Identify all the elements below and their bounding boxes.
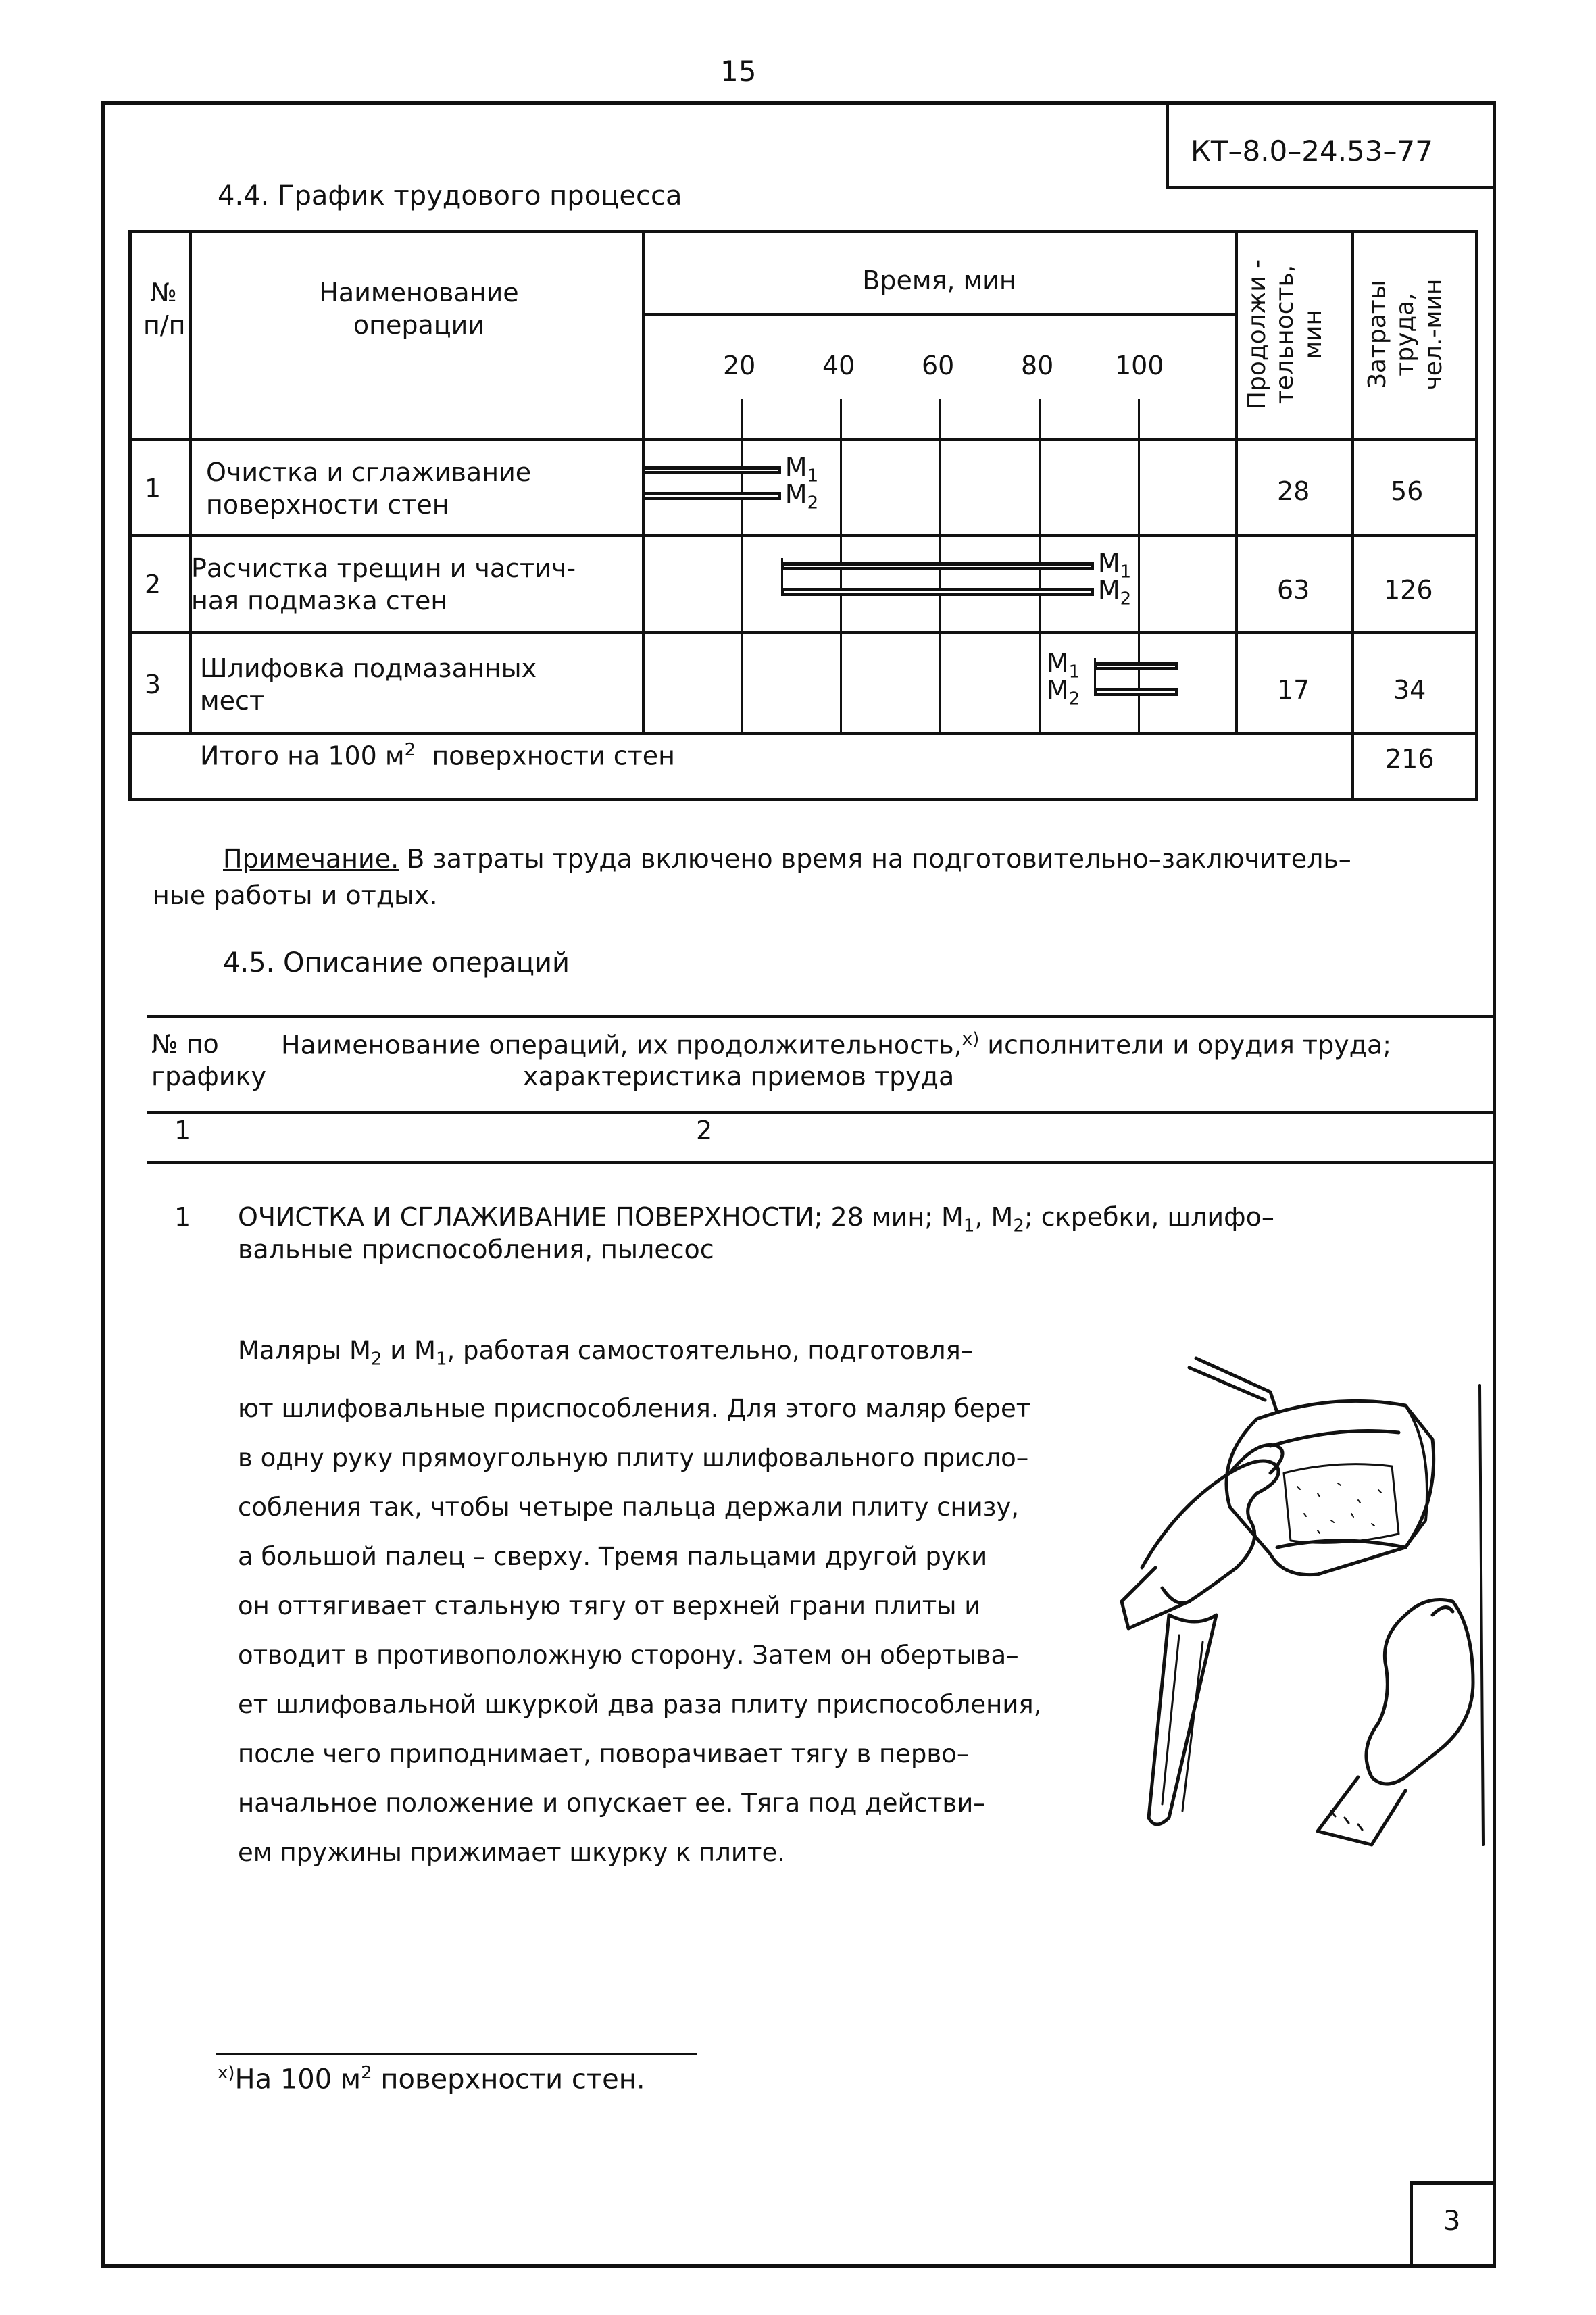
sanding-block-illustration <box>1115 1345 1493 1858</box>
time-header-rule <box>642 313 1237 316</box>
gantt-worker-label-row-1-1: $M_1$ <box>784 452 819 487</box>
table-rule <box>642 230 645 733</box>
row-2-num: 2 <box>145 570 161 599</box>
corner-number: 3 <box>1443 2206 1461 2237</box>
row-1-name: Очистка и сглаживание поверхности стен <box>206 457 532 520</box>
desc-col1-number: 1 <box>174 1116 191 1145</box>
row-1-labor: 56 <box>1391 476 1424 506</box>
desc-rule-mid <box>147 1111 1496 1114</box>
row-1-duration: 28 <box>1277 476 1310 506</box>
table-rule <box>189 230 192 733</box>
row-3-name: Шлифовка подмазанных мест <box>200 653 537 716</box>
col-duration-header: Продолжи - тельность, мин <box>1243 259 1327 410</box>
gantt-worker-label-row-3-2: $M_2$ <box>1046 675 1080 710</box>
gantt-bar-row-2-worker-1 <box>781 562 1094 570</box>
desc-head-col2-line1: Наименование операций, их продолжительность,$^{х)}$ исполнители и орудия труда; <box>281 1029 1392 1060</box>
row-3-num: 3 <box>145 670 161 699</box>
desc-rule-bottom <box>147 1161 1496 1164</box>
tick-100: 100 <box>1115 351 1164 380</box>
tick-40: 40 <box>822 351 855 380</box>
footnote: $^{х)}$На 100 $м^2$ поверхности стен. <box>218 2063 645 2095</box>
gantt-worker-label-row-3-1: $M_1$ <box>1046 648 1080 682</box>
col-labor-header: Затраты труда, чел.-мин <box>1364 278 1447 391</box>
table-rule <box>128 631 1478 634</box>
grid-100 <box>1138 399 1140 733</box>
tick-60: 60 <box>922 351 955 380</box>
section-44-title: 4.4. График трудового процесса <box>218 180 682 211</box>
op1-line2: вальные приспособления, пылесос <box>238 1235 714 1264</box>
note-label: Примечание. <box>223 844 399 874</box>
tick-80: 80 <box>1021 351 1054 380</box>
row-3-labor: 34 <box>1393 675 1426 705</box>
table-rule <box>128 438 1478 441</box>
gantt-bar-row-3-worker-1 <box>1094 662 1178 670</box>
row-2-labor: 126 <box>1384 575 1433 605</box>
gantt-bar-row-3-worker-2 <box>1094 688 1178 696</box>
op1-line1: ОЧИСТКА И СГЛАЖИВАНИЕ ПОВЕРХНОСТИ; 28 мин; $М_1$, $М_2$; скребки, шлифо– <box>238 1202 1274 1237</box>
gantt-connector-row-3 <box>1094 658 1096 693</box>
gantt-bar-row-1-worker-1 <box>642 466 781 474</box>
col-time-header: Время, мин <box>862 266 1016 295</box>
desc-rule-top <box>147 1015 1496 1018</box>
table-rule <box>128 732 1478 735</box>
desc-head-col1: № по графику <box>151 1029 266 1091</box>
row-2-duration: 63 <box>1277 575 1310 605</box>
row-2-name: Расчистка трещин и частич- ная подмазка стен <box>191 553 576 616</box>
doc-code: КТ–8.0–24.53–77 <box>1191 134 1433 168</box>
description-paragraph: Маляры $М_2$ и $М_1$, работая самостоятельно, подготовля– ют шлифовальные приспособления. Для этого маляр берет в одну руку прямоугольную плиту шлифовального присло– собления так, чтобы четыре пальца держали плиту снизу, а большой палец – сверху. Тремя пальцами другой руки он оттягивает стальную тягу от верхней грани плиты и отводит в противоположную сторону. Затем он обертыва– ет шлифовальной шкуркой два раза плиту приспособления, после чего приподнимает, поворачивает тягу в перво– начальное положение и опускает ее. Тяга под действи– ем пружины прижимает шкурку к плите. <box>238 1326 1041 1877</box>
page-number: 15 <box>720 55 757 88</box>
footnote-rule <box>216 2053 697 2055</box>
gantt-worker-label-row-2-2: $M_2$ <box>1097 575 1132 609</box>
gantt-bar-row-1-worker-2 <box>642 492 781 500</box>
section-45-title: 4.5. Описание операций <box>223 947 570 978</box>
total-value: 216 <box>1385 744 1435 774</box>
table-rule <box>1351 230 1354 801</box>
op1-number: 1 <box>174 1202 191 1232</box>
gantt-connector-row-2 <box>781 558 783 593</box>
gantt-worker-label-row-2-1: $M_1$ <box>1097 548 1132 582</box>
col-num-header: № п/п <box>143 278 186 340</box>
table-rule <box>128 534 1478 537</box>
table-rule <box>1235 230 1238 733</box>
desc-col2-number: 2 <box>696 1116 713 1145</box>
gantt-worker-label-row-1-2: $M_2$ <box>784 479 819 514</box>
row-3-duration: 17 <box>1277 675 1310 705</box>
total-label: Итого на 100 $м^2$ поверхности стен <box>200 740 675 771</box>
tick-20: 20 <box>723 351 756 380</box>
grid-20 <box>741 399 743 733</box>
note-line-2: ные работы и отдых. <box>153 880 438 910</box>
desc-head-col2-line2: характеристика приемов труда <box>523 1062 955 1091</box>
gantt-bar-row-2-worker-2 <box>781 588 1094 596</box>
row-1-num: 1 <box>145 474 161 503</box>
paragraph-line-1: Маляры $М_2$ и $М_1$, работая самостоятельно, подготовля– <box>238 1336 974 1370</box>
col-name-header: Наименование операции <box>319 278 519 340</box>
note-line-1: Примечание. В затраты труда включено время на подготовительно–заключитель– <box>223 844 1351 874</box>
